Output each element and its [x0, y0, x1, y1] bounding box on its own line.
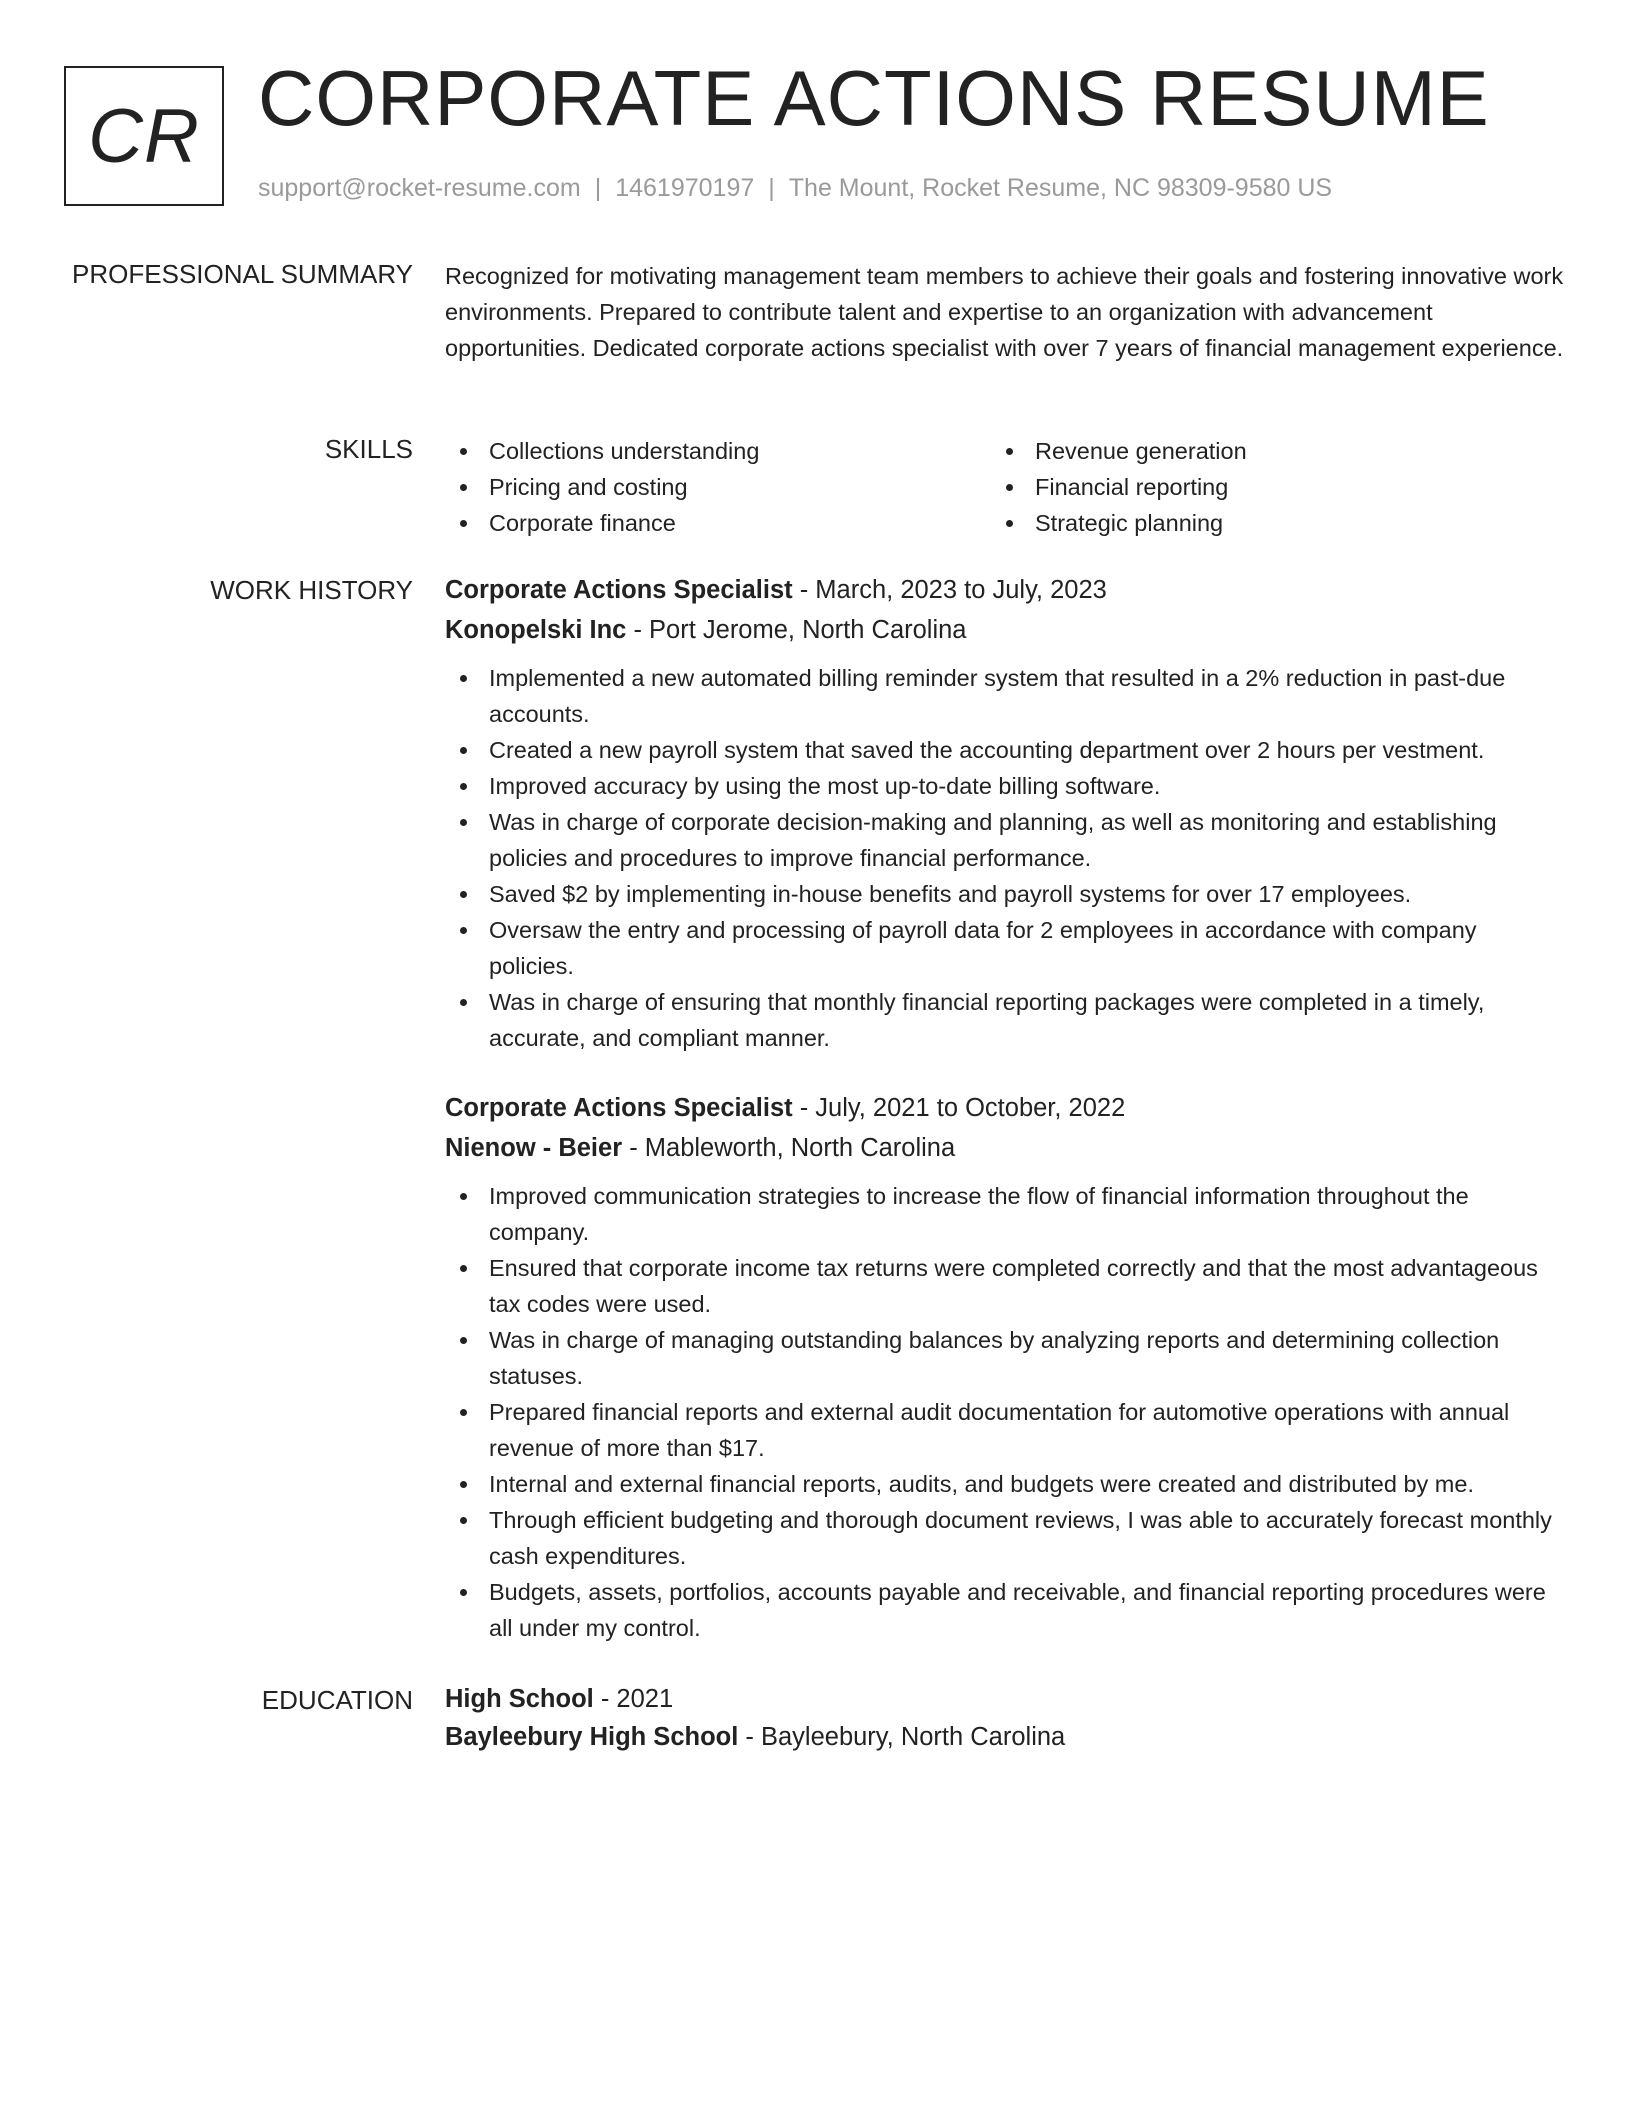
contact-email: support@rocket-resume.com — [258, 174, 581, 202]
skill-item: Corporate finance — [445, 505, 991, 541]
summary-body — [445, 258, 1565, 366]
job-title-line — [445, 570, 1565, 610]
job-bullet: Was in charge of corporate decision-making and planning, as well as monitoring and establishing policies and procedures to improve financial performance. — [445, 804, 1565, 876]
job-bullet: Improved communication strategies to increase the flow of financial information throughout the company. — [445, 1178, 1565, 1250]
skill-item: Financial reporting — [991, 469, 1537, 505]
contact-address: The Mount, Rocket Resume, NC 98309-9580 US — [788, 174, 1333, 202]
skill-item: Revenue generation — [991, 433, 1537, 469]
education-school: Bayleebury High School — [445, 1723, 739, 1751]
education-location: - Bayleebury, North Carolina — [738, 1723, 1066, 1751]
skills-body — [445, 433, 1565, 541]
contact-separator: | — [594, 174, 602, 202]
work-label: WORK HISTORY — [210, 575, 413, 605]
education-degree-line — [445, 1680, 1565, 1718]
resume-title: CORPORATE ACTIONS RESUME — [258, 54, 1490, 142]
job-company: Konopelski Inc — [445, 616, 627, 644]
skill-item: Collections understanding — [445, 433, 991, 469]
job-company-line — [445, 610, 1565, 650]
education-label: EDUCATION — [261, 1685, 413, 1715]
skills-list — [445, 433, 1565, 541]
job-bullet: Prepared financial reports and external audit documentation for automotive operations with annual revenue of more than $17. — [445, 1394, 1565, 1466]
job-entry — [445, 570, 1565, 1056]
job-bullet: Improved accuracy by using the most up-to-date billing software. — [445, 768, 1565, 804]
job-dates: - July, 2021 to October, 2022 — [792, 1094, 1126, 1122]
contact-phone: 1461970197 — [615, 174, 755, 202]
education-year: - 2021 — [593, 1685, 674, 1713]
job-dates: - March, 2023 to July, 2023 — [792, 576, 1107, 604]
job-company: Nienow - Beier — [445, 1134, 623, 1162]
job-bullet: Implemented a new automated billing reminder system that resulted in a 2% reduction in past-due accounts. — [445, 660, 1565, 732]
education-school-line — [445, 1718, 1565, 1756]
job-bullet: Created a new payroll system that saved the accounting department over 2 hours per vestment. — [445, 732, 1565, 768]
job-bullet: Was in charge of ensuring that monthly financial reporting packages were completed in a timely, accurate, and compliant manner. — [445, 984, 1565, 1056]
education-degree: High School — [445, 1685, 594, 1713]
job-company-line — [445, 1128, 1565, 1168]
job-bullet: Ensured that corporate income tax returns were completed correctly and that the most advantageous tax codes were used. — [445, 1250, 1565, 1322]
summary-label: PROFESSIONAL SUMMARY — [72, 259, 413, 289]
job-entry — [445, 1088, 1565, 1646]
contact-line — [258, 174, 1332, 203]
contact-separator: | — [768, 174, 775, 202]
job-location: - Port Jerome, North Carolina — [626, 616, 967, 644]
job-bullet: Through efficient budgeting and thorough document reviews, I was able to accurately forecast monthly cash expenditures. — [445, 1502, 1565, 1574]
job-bullet: Was in charge of managing outstanding balances by analyzing reports and determining collection statuses. — [445, 1322, 1565, 1394]
monogram-box: CR — [64, 66, 224, 206]
job-bullets — [445, 660, 1565, 1056]
education-body — [445, 1680, 1565, 1756]
job-bullet: Budgets, assets, portfolios, accounts payable and receivable, and financial reporting procedures were all under my control. — [445, 1574, 1565, 1646]
summary-text: Recognized for motivating management team members to achieve their goals and fostering innovative work environments. Prepared to contribute talent and expertise to an organization with advancement opportunities. Dedicated corporate actions specialist with over 7 years of financial management experience. — [445, 263, 1564, 361]
job-bullets — [445, 1178, 1565, 1646]
skills-label: SKILLS — [324, 434, 413, 464]
job-bullet: Internal and external financial reports, audits, and budgets were created and distributed by me. — [445, 1466, 1565, 1502]
job-title: Corporate Actions Specialist — [445, 576, 793, 604]
skill-item: Strategic planning — [991, 505, 1537, 541]
job-location: - Mableworth, North Carolina — [622, 1134, 956, 1162]
skill-item: Pricing and costing — [445, 469, 991, 505]
job-bullet: Oversaw the entry and processing of payroll data for 2 employees in accordance with company policies. — [445, 912, 1565, 984]
job-bullet: Saved $2 by implementing in-house benefits and payroll systems for over 17 employees. — [445, 876, 1565, 912]
job-title-line — [445, 1088, 1565, 1128]
job-title: Corporate Actions Specialist — [445, 1094, 793, 1122]
